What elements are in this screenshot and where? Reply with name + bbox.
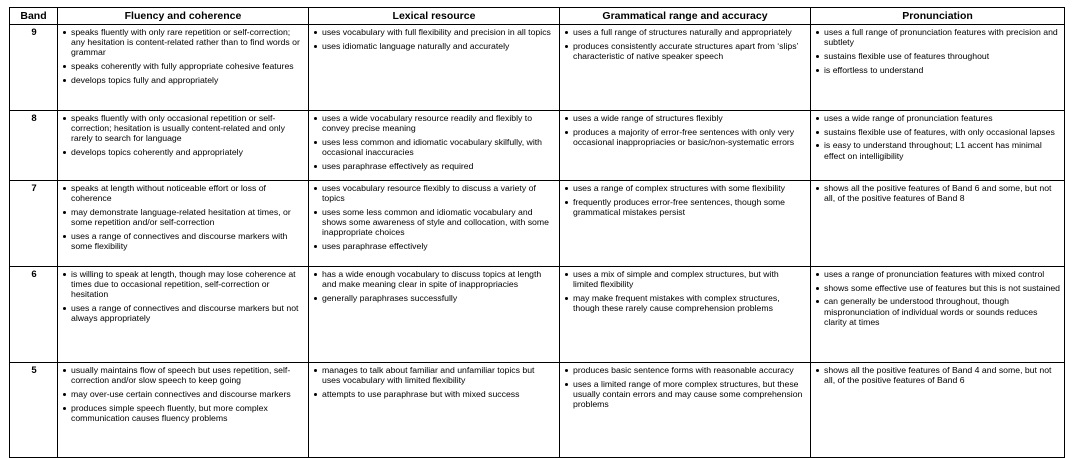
descriptor-list	[565, 269, 806, 313]
descriptor-item: is effortless to understand	[816, 65, 1060, 75]
descriptor-item: uses a full range of structures naturally and appropriately	[565, 27, 806, 37]
descriptor-item: produces basic sentence forms with reasonable accuracy	[565, 365, 806, 375]
cell-fluency-coherence	[58, 25, 309, 111]
descriptor-item: shows all the positive features of Band 6 and some, but not all, of the positive features of Band 8	[816, 183, 1060, 203]
descriptor-list	[565, 27, 806, 61]
descriptor-item: uses a wide range of structures flexibly	[565, 113, 806, 123]
descriptor-item: uses less common and idiomatic vocabulary skilfully, with occasional inaccuracies	[314, 137, 555, 157]
band-row	[10, 25, 1065, 111]
descriptor-list	[314, 183, 555, 251]
descriptor-item: uses vocabulary resource flexibly to discuss a variety of topics	[314, 183, 555, 203]
cell-lexical-resource	[309, 25, 560, 111]
descriptor-item: shows some effective use of features but this is not sustained	[816, 283, 1060, 293]
cell-lexical-resource	[309, 267, 560, 363]
descriptor-list	[314, 269, 555, 303]
header-fluency-coherence: Fluency and coherence	[58, 8, 309, 25]
descriptor-item: uses a wide vocabulary resource readily and flexibly to convey precise meaning	[314, 113, 555, 133]
descriptor-item: sustains flexible use of features, with only occasional lapses	[816, 127, 1060, 137]
descriptor-item: may over-use certain connectives and discourse markers	[63, 389, 304, 399]
descriptor-item: uses paraphrase effectively as required	[314, 161, 555, 171]
descriptor-list	[565, 365, 806, 409]
band-row	[10, 181, 1065, 267]
header-grammatical-range: Grammatical range and accuracy	[560, 8, 811, 25]
descriptor-item: uses a range of pronunciation features with mixed control	[816, 269, 1060, 279]
descriptor-item: may demonstrate language-related hesitation at times, or some repetition and/or self-correction	[63, 207, 304, 227]
descriptor-list	[816, 269, 1060, 327]
descriptor-item: uses some less common and idiomatic vocabulary and shows some awareness of style and collocation, with some inappropriate choices	[314, 207, 555, 238]
descriptor-list	[314, 27, 555, 51]
header-row	[10, 8, 1065, 25]
cell-grammatical-range	[560, 363, 811, 458]
descriptor-item: frequently produces error-free sentences, though some grammatical mistakes persist	[565, 197, 806, 217]
descriptor-item: uses a wide range of pronunciation features	[816, 113, 1060, 123]
descriptor-item: is easy to understand throughout; L1 accent has minimal effect on intelligibility	[816, 140, 1060, 160]
descriptor-item: produces simple speech fluently, but more complex communication causes fluency problems	[63, 403, 304, 423]
descriptor-item: speaks at length without noticeable effort or loss of coherence	[63, 183, 304, 203]
band-row	[10, 363, 1065, 458]
descriptor-item: uses a mix of simple and complex structures, but with limited flexibility	[565, 269, 806, 289]
descriptor-item: uses idiomatic language naturally and accurately	[314, 41, 555, 51]
descriptor-list	[314, 365, 555, 399]
cell-pronunciation	[811, 181, 1065, 267]
descriptor-item: uses a range of connectives and discourse markers but not always appropriately	[63, 303, 304, 323]
descriptor-item: is willing to speak at length, though may lose coherence at times due to occasional repetition, self-correction or hesitation	[63, 269, 304, 300]
descriptor-list	[63, 113, 304, 157]
descriptor-list	[816, 365, 1060, 385]
cell-grammatical-range	[560, 267, 811, 363]
cell-lexical-resource	[309, 363, 560, 458]
cell-fluency-coherence	[58, 181, 309, 267]
descriptor-item: can generally be understood throughout, though mispronunciation of individual words or sounds reduces clarity at times	[816, 296, 1060, 327]
descriptor-list	[565, 183, 806, 217]
descriptor-item: shows all the positive features of Band 4 and some, but not all, of the positive features of Band 6	[816, 365, 1060, 385]
descriptor-item: usually maintains flow of speech but uses repetition, self-correction and/or slow speech to keep going	[63, 365, 304, 385]
cell-pronunciation	[811, 111, 1065, 181]
cell-fluency-coherence	[58, 363, 309, 458]
descriptor-list	[63, 269, 304, 324]
band-descriptors-table	[9, 7, 1065, 458]
descriptor-item: speaks fluently with only occasional repetition or self-correction; hesitation is usually content-related and only rarely to search for language	[63, 113, 304, 144]
descriptor-item: manages to talk about familiar and unfamiliar topics but uses vocabulary with limited flexibility	[314, 365, 555, 385]
band-number: 6	[10, 267, 58, 363]
descriptor-item: uses a limited range of more complex structures, but these usually contain errors and may cause some comprehension problems	[565, 379, 806, 410]
band-row	[10, 111, 1065, 181]
band-number: 8	[10, 111, 58, 181]
band-number: 5	[10, 363, 58, 458]
descriptor-item: produces a majority of error-free sentences with only very occasional inappropriacies or basic/non-systematic errors	[565, 127, 806, 147]
descriptor-list	[816, 113, 1060, 161]
cell-grammatical-range	[560, 181, 811, 267]
descriptor-list	[314, 113, 555, 171]
descriptor-item: attempts to use paraphrase but with mixed success	[314, 389, 555, 399]
descriptor-item: has a wide enough vocabulary to discuss topics at length and make meaning clear in spite of inappropriacies	[314, 269, 555, 289]
descriptor-list	[63, 183, 304, 251]
descriptor-list	[816, 183, 1060, 203]
band-number: 9	[10, 25, 58, 111]
cell-lexical-resource	[309, 181, 560, 267]
cell-grammatical-range	[560, 111, 811, 181]
descriptor-item: develops topics coherently and appropriately	[63, 147, 304, 157]
cell-fluency-coherence	[58, 111, 309, 181]
descriptor-item: sustains flexible use of features throughout	[816, 51, 1060, 61]
cell-grammatical-range	[560, 25, 811, 111]
band-row	[10, 267, 1065, 363]
header-band: Band	[10, 8, 58, 25]
descriptor-item: produces consistently accurate structures apart from ‘slips’ characteristic of native speaker speech	[565, 41, 806, 61]
header-pronunciation: Pronunciation	[811, 8, 1065, 25]
descriptor-item: uses paraphrase effectively	[314, 241, 555, 251]
descriptor-list	[565, 113, 806, 147]
descriptor-item: uses a range of complex structures with some flexibility	[565, 183, 806, 193]
band-number: 7	[10, 181, 58, 267]
descriptor-list	[63, 365, 304, 423]
descriptor-item: speaks coherently with fully appropriate cohesive features	[63, 61, 304, 71]
header-lexical-resource: Lexical resource	[309, 8, 560, 25]
cell-pronunciation	[811, 267, 1065, 363]
descriptor-item: develops topics fully and appropriately	[63, 75, 304, 85]
descriptor-item: may make frequent mistakes with complex structures, though these rarely cause comprehension problems	[565, 293, 806, 313]
cell-fluency-coherence	[58, 267, 309, 363]
cell-pronunciation	[811, 25, 1065, 111]
cell-pronunciation	[811, 363, 1065, 458]
descriptor-item: uses a range of connectives and discourse markers with some flexibility	[63, 231, 304, 251]
descriptor-item: speaks fluently with only rare repetition or self-correction; any hesitation is content-related rather than to find words or grammar	[63, 27, 304, 58]
descriptor-item: uses a full range of pronunciation features with precision and subtlety	[816, 27, 1060, 47]
descriptor-list	[63, 27, 304, 85]
descriptor-list	[816, 27, 1060, 75]
descriptor-item: generally paraphrases successfully	[314, 293, 555, 303]
descriptor-item: uses vocabulary with full flexibility and precision in all topics	[314, 27, 555, 37]
cell-lexical-resource	[309, 111, 560, 181]
